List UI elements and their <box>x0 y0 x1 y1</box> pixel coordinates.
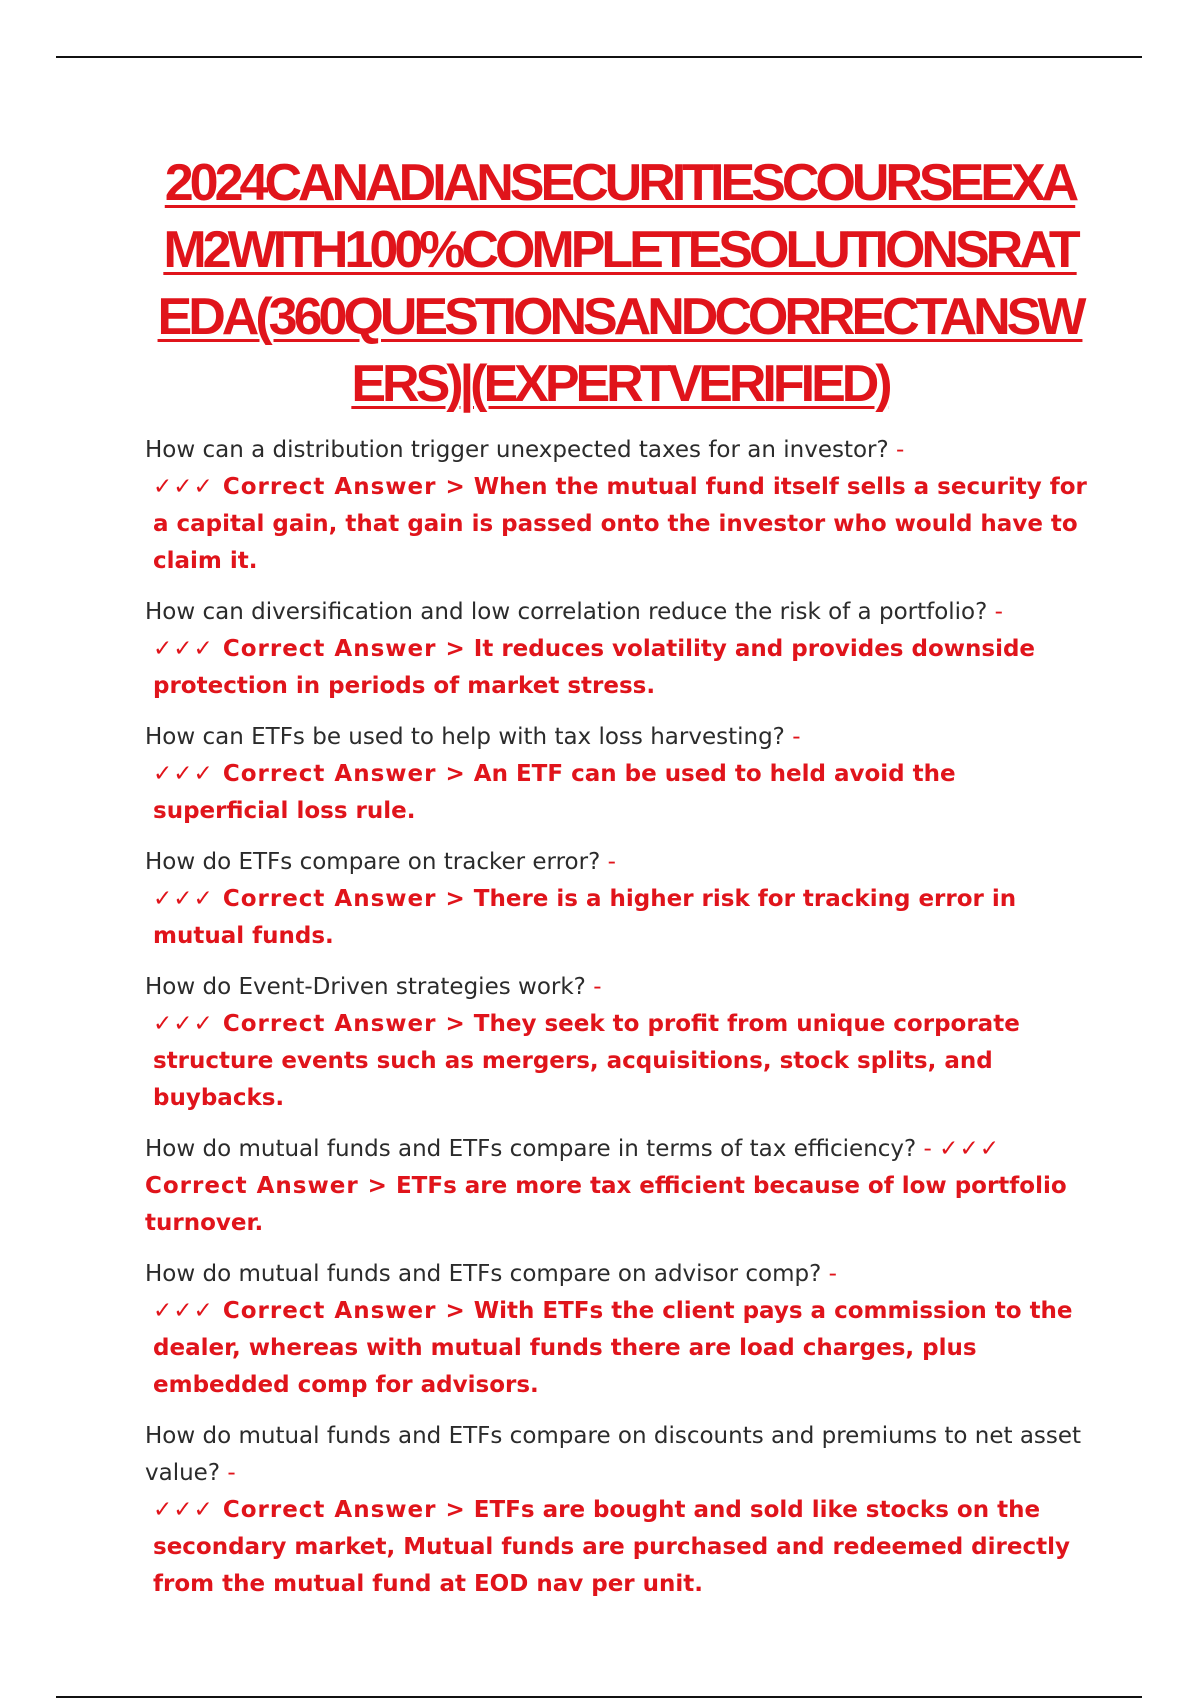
answer <box>145 1006 1090 1117</box>
separator-dash: - <box>896 437 905 463</box>
answer <box>145 631 1090 705</box>
answer-text: An ETF can be used to held avoid the superficial loss rule. <box>153 761 956 824</box>
answer <box>145 469 1090 580</box>
correct-answer-prefix: ✓✓✓ Correct Answer > <box>145 1136 1000 1199</box>
qa-item <box>145 432 1090 580</box>
qa-item <box>145 719 1090 830</box>
correct-answer-prefix: ✓✓✓ Correct Answer > <box>153 636 466 662</box>
answer-text: There is a higher risk for tracking error in mutual funds. <box>153 886 1017 949</box>
qa-item <box>145 1256 1090 1404</box>
question-text: How do mutual funds and ETFs compare in terms of tax efficiency? <box>145 1136 917 1162</box>
top-rule <box>56 56 1142 58</box>
separator-dash: - <box>828 1261 837 1287</box>
document-title: 2024CANADIANSECURITIESCOURSEEXAM2WITH100%COMPLETESOLUTIONSRATEDA(360QUESTIONSANDCORRECTANSWERS)|(EXPERTVERIFIED) <box>157 154 1083 413</box>
correct-answer-prefix: ✓✓✓ Correct Answer > <box>153 761 466 787</box>
separator-dash: - <box>792 724 801 750</box>
question <box>145 1131 1090 1242</box>
correct-answer-prefix: ✓✓✓ Correct Answer > <box>153 1298 466 1324</box>
separator-dash: - <box>593 974 602 1000</box>
answer-text: With ETFs the client pays a commission to the dealer, whereas with mutual funds there are load charges, plus embedded comp for advisors. <box>153 1298 1073 1398</box>
correct-answer-prefix: ✓✓✓ Correct Answer > <box>153 886 466 912</box>
correct-answer-prefix: ✓✓✓ Correct Answer > <box>153 1497 466 1523</box>
answer <box>145 1293 1090 1404</box>
qa-item <box>145 594 1090 705</box>
qa-list <box>145 432 1090 1617</box>
question <box>145 1418 1090 1492</box>
answer <box>145 881 1090 955</box>
answer <box>145 1492 1090 1603</box>
separator-dash: - <box>607 849 616 875</box>
question-text: How can diversification and low correlation reduce the risk of a portfolio? <box>145 599 988 625</box>
qa-item <box>145 1418 1090 1603</box>
question-text: How do ETFs compare on tracker error? <box>145 849 601 875</box>
answer-text: ETFs are more tax efficient because of low portfolio turnover. <box>145 1173 1067 1236</box>
question-text: How do mutual funds and ETFs compare on advisor comp? <box>145 1261 822 1287</box>
question-text: How do Event-Driven strategies work? <box>145 974 586 1000</box>
answer <box>145 756 1090 830</box>
question-text: How can a distribution trigger unexpected taxes for an investor? <box>145 437 889 463</box>
answer-text: It reduces volatility and provides downside protection in periods of market stress. <box>153 636 1036 699</box>
answer-text: ETFs are bought and sold like stocks on the secondary market, Mutual funds are purchased and redeemed directly from the mutual fund at EOD nav per unit. <box>153 1497 1070 1597</box>
question <box>145 432 1090 469</box>
bottom-rule <box>56 1696 1142 1698</box>
question-text: How do mutual funds and ETFs compare on discounts and premiums to net asset value? <box>145 1423 1082 1486</box>
qa-item <box>145 1131 1090 1242</box>
correct-answer-prefix: ✓✓✓ Correct Answer > <box>153 474 466 500</box>
question <box>145 719 1090 756</box>
question <box>145 594 1090 631</box>
question <box>145 844 1090 881</box>
separator-dash: - <box>227 1460 236 1486</box>
question <box>145 969 1090 1006</box>
separator-dash: - <box>994 599 1003 625</box>
question <box>145 1256 1090 1293</box>
correct-answer-prefix: ✓✓✓ Correct Answer > <box>153 1011 466 1037</box>
answer-text: When the mutual fund itself sells a security for a capital gain, that gain is passed onto the investor who would have to claim it. <box>153 474 1087 574</box>
separator-dash: - <box>923 1136 932 1162</box>
qa-item <box>145 969 1090 1117</box>
question-text: How can ETFs be used to help with tax loss harvesting? <box>145 724 785 750</box>
qa-item <box>145 844 1090 955</box>
answer-text: They seek to profit from unique corporate structure events such as mergers, acquisitions, stock splits, and buybacks. <box>153 1011 1020 1111</box>
